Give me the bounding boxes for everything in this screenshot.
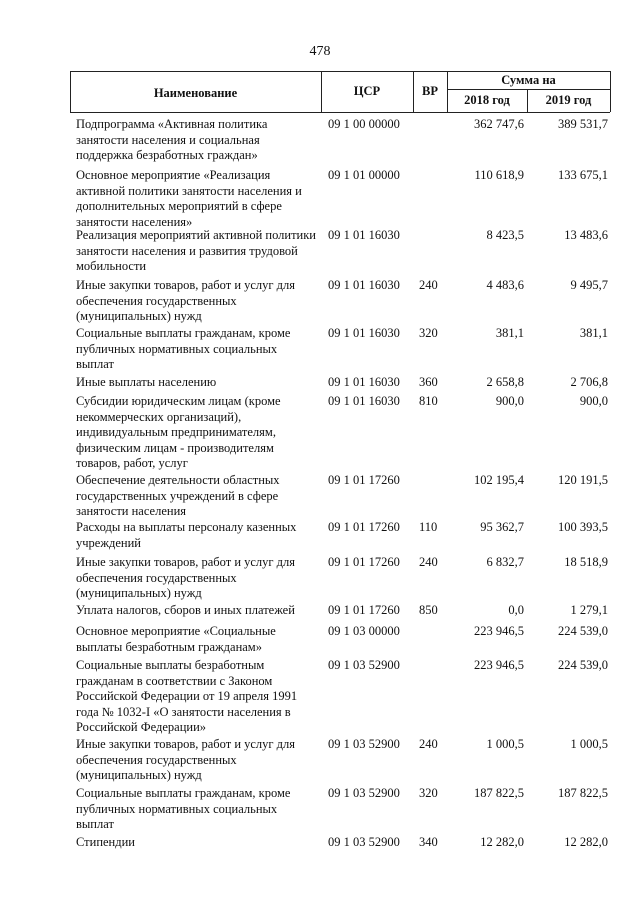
- row-sum-2018: 110 618,9: [474, 168, 524, 182]
- header-right-border: [610, 71, 611, 112]
- row-sum-2018: 8 423,5: [486, 228, 524, 242]
- row-vr: 850: [419, 603, 438, 617]
- row-sum-2019: 224 539,0: [558, 624, 608, 638]
- header-vr: ВР: [422, 84, 438, 98]
- row-csr: 09 1 03 52900: [328, 737, 400, 751]
- row-sum-2019: 1 279,1: [570, 603, 608, 617]
- row-name: Основное мероприятие «Социальные выплаты безработным гражданам»: [76, 624, 276, 654]
- row-sum-2019: 12 282,0: [564, 835, 608, 849]
- row-sum-2019: 381,1: [579, 326, 608, 340]
- row-sum-2019: 900,0: [579, 394, 608, 408]
- row-sum-2018: 0,0: [508, 603, 524, 617]
- row-vr: 110: [419, 520, 438, 534]
- row-sum-2018: 4 483,6: [486, 278, 524, 292]
- header-name: Наименование: [153, 86, 238, 100]
- row-vr: 320: [419, 326, 438, 340]
- row-csr: 09 1 03 00000: [328, 624, 400, 638]
- row-vr: 340: [419, 835, 438, 849]
- row-sum-2019: 389 531,7: [558, 117, 608, 131]
- row-sum-2019: 187 822,5: [558, 786, 608, 800]
- row-name: Обеспечение деятельности областных государственных учреждений в сфере занятости населения: [76, 473, 280, 518]
- row-sum-2019: 18 518,9: [564, 555, 608, 569]
- row-sum-2018: 2 658,8: [486, 375, 524, 389]
- row-name: Социальные выплаты безработным гражданам в соответствии с Законом Российской Федерации от 19 апреля 1991 года № 1032-I «О занятости населения в Российской Федерации»: [76, 658, 298, 734]
- row-csr: 09 1 03 52900: [328, 658, 400, 672]
- row-csr: 09 1 01 17260: [328, 555, 400, 569]
- row-name: Расходы на выплаты персоналу казенных учреждений: [76, 520, 297, 550]
- row-sum-2018: 187 822,5: [474, 786, 524, 800]
- row-csr: 09 1 01 16030: [328, 375, 400, 389]
- row-vr: 240: [419, 278, 438, 292]
- row-name: Иные закупки товаров, работ и услуг для обеспечения государственных (муниципальных) нужд: [76, 737, 296, 782]
- row-csr: 09 1 01 16030: [328, 394, 400, 408]
- row-name: Иные закупки товаров, работ и услуг для обеспечения государственных (муниципальных) нужд: [76, 278, 296, 323]
- row-name: Иные закупки товаров, работ и услуг для обеспечения государственных (муниципальных) нужд: [76, 555, 296, 600]
- row-csr: 09 1 01 17260: [328, 603, 400, 617]
- row-sum-2019: 2 706,8: [570, 375, 608, 389]
- row-name: Уплата налогов, сборов и иных платежей: [76, 603, 295, 617]
- page-number: 478: [309, 44, 331, 59]
- row-csr: 09 1 01 17260: [328, 520, 400, 534]
- row-sum-2018: 102 195,4: [474, 473, 524, 487]
- row-vr: 240: [419, 555, 438, 569]
- row-sum-2019: 100 393,5: [558, 520, 608, 534]
- row-csr: 09 1 03 52900: [328, 786, 400, 800]
- row-sum-2019: 120 191,5: [558, 473, 608, 487]
- row-csr: 09 1 01 16030: [328, 228, 400, 242]
- row-vr: 360: [419, 375, 438, 389]
- row-sum-2018: 381,1: [495, 326, 524, 340]
- row-name: Основное мероприятие «Реализация активной политики занятости населения и дополнительных мероприятий в сфере занятости населения»: [76, 168, 302, 229]
- row-sum-2019: 224 539,0: [558, 658, 608, 672]
- header-sum-group: Сумма на: [501, 73, 556, 87]
- row-sum-2019: 13 483,6: [564, 228, 608, 242]
- row-csr: 09 1 01 16030: [328, 326, 400, 340]
- row-sum-2018: 95 362,7: [480, 520, 524, 534]
- row-name: Социальные выплаты гражданам, кроме публичных нормативных социальных выплат: [76, 326, 291, 371]
- row-sum-2018: 900,0: [495, 394, 524, 408]
- row-name: Социальные выплаты гражданам, кроме публичных нормативных социальных выплат: [76, 786, 291, 831]
- row-vr: 810: [419, 394, 438, 408]
- row-csr: 09 1 01 17260: [328, 473, 400, 487]
- header-csr: ЦСР: [353, 84, 381, 98]
- row-name: Стипендии: [76, 835, 135, 849]
- row-csr: 09 1 01 00000: [328, 168, 400, 182]
- row-name: Реализация мероприятий активной политики занятости населения и развития трудовой мобильности: [76, 228, 316, 273]
- row-name: Иные выплаты населению: [76, 375, 217, 389]
- row-sum-2018: 223 946,5: [474, 624, 524, 638]
- header-year-2019: 2019 год: [545, 93, 592, 107]
- row-sum-2018: 223 946,5: [474, 658, 524, 672]
- header-year-2018: 2018 год: [464, 93, 510, 107]
- row-name: Субсидии юридическим лицам (кроме некоммерческих организаций), индивидуальным предпринимателям, физическим лицам - производителям товаров, работ, услуг: [76, 394, 281, 470]
- row-sum-2019: 9 495,7: [570, 278, 608, 292]
- row-csr: 09 1 01 16030: [328, 278, 400, 292]
- row-name: Подпрограмма «Активная политика занятости населения и социальная поддержка безработных граждан»: [76, 117, 268, 162]
- row-csr: 09 1 00 00000: [328, 117, 400, 131]
- row-sum-2019: 1 000,5: [570, 737, 608, 751]
- row-sum-2018: 1 000,5: [486, 737, 524, 751]
- header-bottom-border: [70, 112, 610, 113]
- row-sum-2018: 12 282,0: [480, 835, 524, 849]
- header-top-border: [70, 71, 610, 72]
- row-sum-2019: 133 675,1: [558, 168, 608, 182]
- row-vr: 320: [419, 786, 438, 800]
- row-vr: 240: [419, 737, 438, 751]
- header-sum-divider: [447, 89, 610, 90]
- row-csr: 09 1 03 52900: [328, 835, 400, 849]
- row-sum-2018: 362 747,6: [474, 117, 524, 131]
- row-sum-2018: 6 832,7: [486, 555, 524, 569]
